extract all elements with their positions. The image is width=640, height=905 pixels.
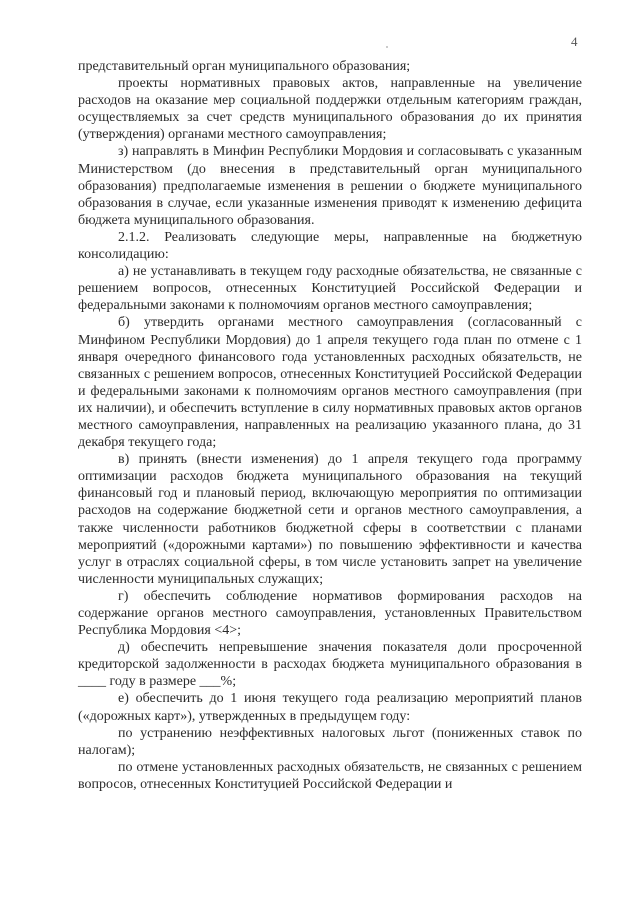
paragraph: е) обеспечить до 1 июня текущего года реализацию мероприятий планов («дорожных карт»), утвержденных в предыдущем году: [78, 691, 582, 724]
paragraph: д) обеспечить непревышение значения показателя доли просроченной кредиторской задолженности в расходах бюджета муниципального образования в ____ году в размере ___%; [78, 640, 582, 690]
paragraph: а) не устанавливать в текущем году расходные обязательства, не связанные с решением вопросов, отнесенных Конституцией Российской Федерации и федеральными законами к полномочиям органов местного самоуправления; [78, 264, 582, 314]
paragraph: г) обеспечить соблюдение нормативов формирования расходов на содержание органов местного самоуправления, установленных Правительством Республика Мордовия <4>; [78, 588, 582, 639]
paragraph: з) направлять в Минфин Республики Мордовия и согласовывать с указанным Министерством (до внесения в представительный орган муниципального образования) предполагаемые изменения в решении о бюджете муниципального образования в случае, если указанные изменения приводят к изменению дефицита бюджета муниципального образования. [78, 144, 582, 228]
paragraph: по отмене установленных расходных обязательств, не связанных с решением вопросов, отнесенных Конституцией Российской Федерации и [78, 759, 582, 792]
paragraph: по устранению неэффективных налоговых льгот (пониженных ставок по налогам); [78, 725, 582, 758]
paragraph: в) принять (внести изменения) до 1 апреля текущего года программу оптимизации расходов бюджета муниципального образования на текущий финансовый год и плановый период, включающую мероприятия по оптимизации расходов на содержание бюджетной сети и органов местного самоуправления, а также численности работников бюджетной сферы в соответствии с планами мероприятий («дорожными картами») по повышению эффективности и качества услуг в отраслях социальной сферы, в том числе установить запрет на увеличение численности муниципальных служащих; [78, 452, 582, 587]
paragraph: б) утвердить органами местного самоуправления (согласованный с Минфином Республики Мордовия) до 1 апреля текущего года план по отмене с 1 января очередного финансового года установленных расходных обязательств, не связанных с решением вопросов, отнесенных Конституцией Российской Федерации и федеральными законами к полномочиям органов местного самоуправления (при их наличии), и обеспечить вступление в силу нормативных правовых актов органов местного самоуправления, направленных на реализацию указанного плана, до 31 декабря текущего года; [78, 315, 582, 451]
paragraph: 2.1.2. Реализовать следующие меры, направленные на бюджетную консолидацию: [78, 229, 582, 263]
page-number: 4 [571, 34, 578, 49]
paragraph: проекты нормативных правовых актов, направленные на увеличение расходов на оказание мер социальной поддержки отдельным категориям граждан, осуществляемых за счет средств муниципального образования до их принятия (утверждения) органами местного самоуправления; [78, 76, 582, 143]
paragraph: представительный орган муниципального образования; [78, 59, 411, 74]
scan-speck [386, 46, 388, 48]
document-body [78, 58, 582, 793]
